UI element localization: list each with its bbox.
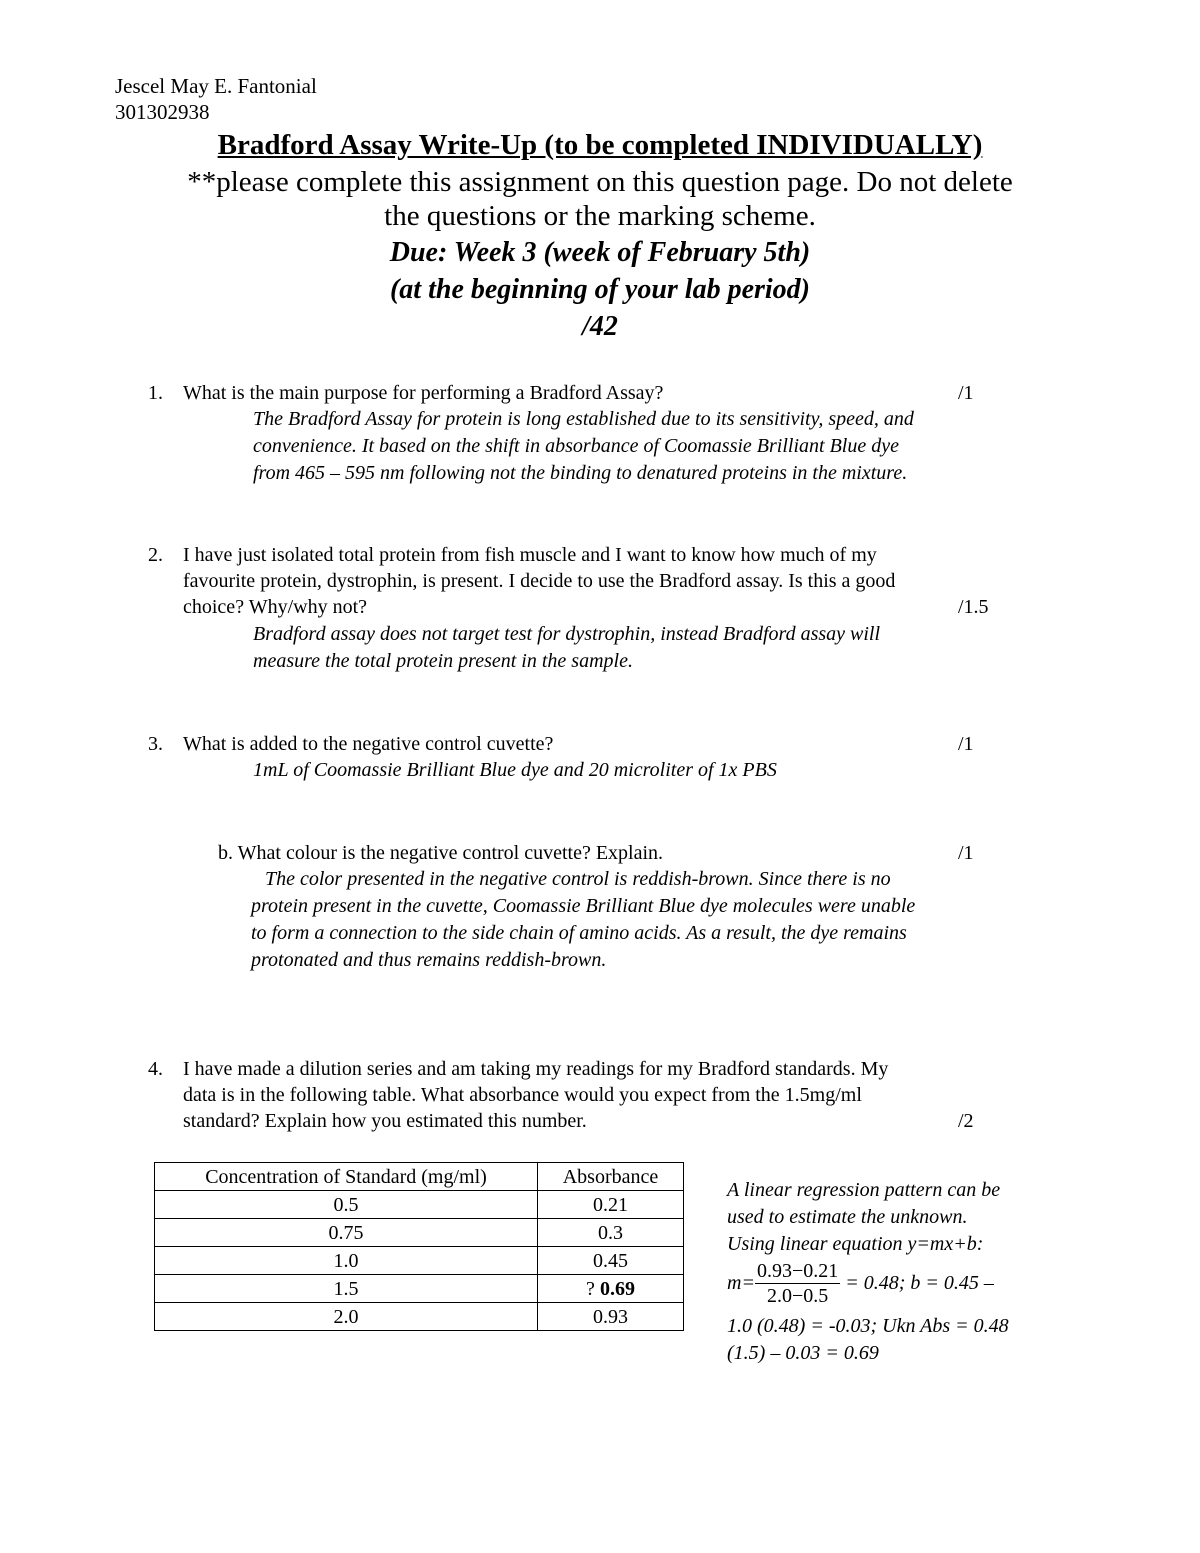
q1-answer-line: The Bradford Assay for protein is long established due to its sensitivity, speed, and [253,408,914,430]
table-cell-unknown [538,1275,684,1303]
side-answer-line: A linear regression pattern can be [727,1179,1001,1201]
standards-table [154,1162,684,1331]
slope-denominator: 2.0−0.5 [766,1285,829,1307]
q2-question-line: favourite protein, dystrophin, is present. I decide to use the Bradford assay. Is this a good [183,570,896,592]
q3b-marks: /1 [958,842,974,864]
side-answer-line: Using linear equation y=mx+b: [727,1233,984,1255]
q3-question: What is added to the negative control cuvette? [183,733,554,755]
q3-number: 3. [148,733,163,755]
table-header-row [155,1163,684,1191]
table-cell: 0.45 [538,1247,684,1275]
slope-suffix: = 0.48; b = 0.45 – [840,1272,994,1294]
student-id: 301302938 [115,100,210,124]
slope-equation [727,1259,994,1308]
table-header-absorbance: Absorbance [538,1163,684,1191]
table-cell: 1.5 [155,1275,538,1303]
q1-marks: /1 [958,382,974,404]
slope-numerator: 0.93−0.21 [756,1260,839,1282]
table-cell: 0.5 [155,1191,538,1219]
table-row [155,1275,684,1303]
table-cell: 0.3 [538,1219,684,1247]
instructions-line-2: the questions or the marking scheme. [384,200,816,232]
slope-fraction [755,1259,840,1308]
due-note: (at the beginning of your lab period) [389,274,810,305]
q1-number: 1. [148,382,163,404]
q1-question: What is the main purpose for performing a Bradford Assay? [183,382,664,404]
q1-answer-line: from 465 – 595 nm following not the binding to denatured proteins in the mixture. [253,462,908,484]
table-row [155,1191,684,1219]
side-answer-line: 1.0 (0.48) = -0.03; Ukn Abs = 0.48 [727,1315,1009,1337]
table-cell: 0.21 [538,1191,684,1219]
total-marks: /42 [582,311,618,342]
q3b-question: b. What colour is the negative control cuvette? Explain. [218,842,664,864]
unknown-absorbance: ? 0.69 [586,1277,635,1300]
table-row [155,1247,684,1275]
due-date: Due: Week 3 (week of February 5th) [389,237,811,268]
table-header-concentration: Concentration of Standard (mg/ml) [155,1163,538,1191]
table-cell: 1.0 [155,1247,538,1275]
q4-question-line: data is in the following table. What absorbance would you expect from the 1.5mg/ml [183,1084,862,1106]
q2-marks: /1.5 [958,596,989,618]
q3-answer: 1mL of Coomassie Brilliant Blue dye and 20 microliter of 1x PBS [253,759,777,781]
q4-marks: /2 [958,1110,974,1132]
q2-question-line: choice? Why/why not? [183,596,368,618]
table-row [155,1219,684,1247]
side-answer-line: used to estimate the unknown. [727,1206,968,1228]
q4-question-line: I have made a dilution series and am taking my readings for my Bradford standards. My [183,1058,889,1080]
q3b-answer-line: protonated and thus remains reddish-brown. [251,949,607,971]
student-name: Jescel May E. Fantonial [115,74,317,98]
q1-answer-line: convenience. It based on the shift in absorbance of Coomassie Brilliant Blue dye [253,435,899,457]
q4-number: 4. [148,1058,163,1080]
document-title: Bradford Assay Write-Up (to be completed INDIVIDUALLY) [217,129,983,161]
q3b-answer-line: to form a connection to the side chain of amino acids. As a result, the dye remains [251,922,907,944]
instructions-line-1: **please complete this assignment on this question page. Do not delete [187,166,1013,198]
table-cell: 0.75 [155,1219,538,1247]
table-cell: 2.0 [155,1303,538,1331]
q3b-answer-line: The color presented in the negative control is reddish-brown. Since there is no [265,868,891,890]
side-answer-line: (1.5) – 0.03 = 0.69 [727,1342,879,1364]
q2-number: 2. [148,544,163,566]
q4-question-line: standard? Explain how you estimated this number. [183,1110,587,1132]
table-cell: 0.93 [538,1303,684,1331]
q2-answer-line: measure the total protein present in the sample. [253,650,633,672]
q3b-answer-line: protein present in the cuvette, Coomassie Brilliant Blue dye molecules were unable [251,895,916,917]
unknown-absorbance-value: 0.69 [599,1277,635,1300]
q3-marks: /1 [958,733,974,755]
q2-answer-line: Bradford assay does not target test for dystrophin, instead Bradford assay will [253,623,881,645]
slope-prefix: m= [727,1272,755,1294]
q2-question-line: I have just isolated total protein from fish muscle and I want to know how much of my [183,544,877,566]
table-row [155,1303,684,1331]
